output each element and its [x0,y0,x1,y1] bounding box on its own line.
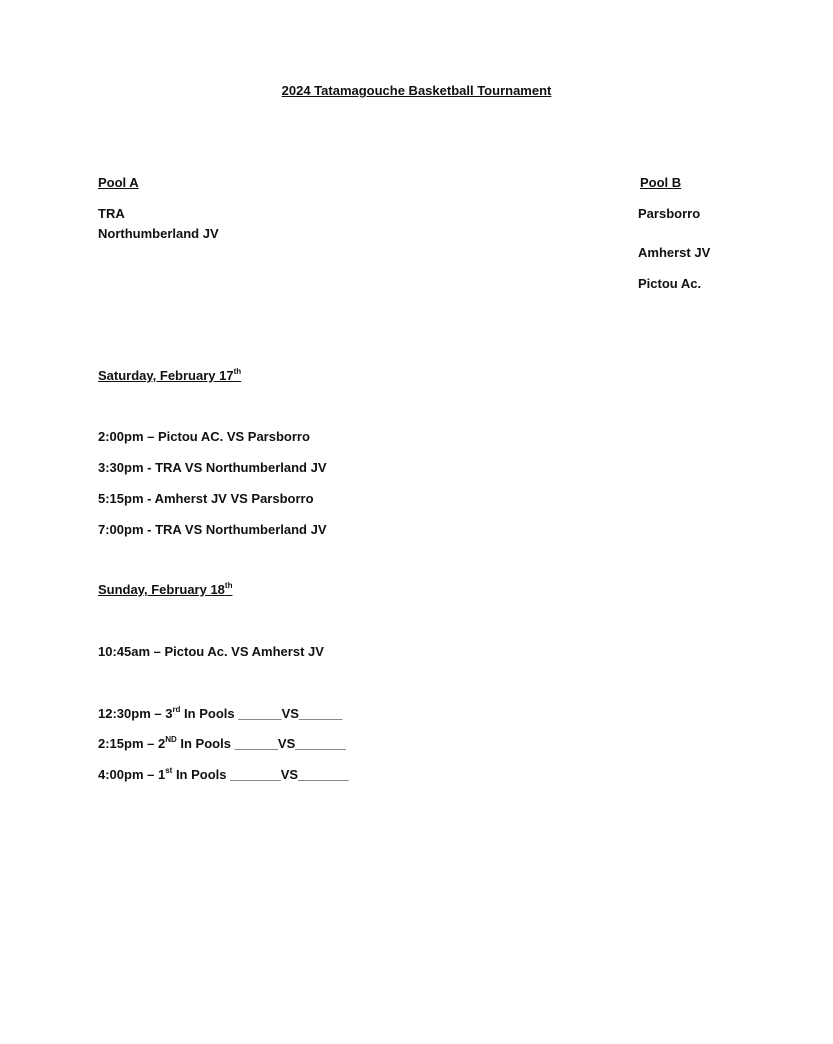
saturday-game: 3:30pm - TRA VS Northumberland JV [98,460,327,475]
pool-b-team: Amherst JV [638,245,711,260]
playoff-suffix: In Pools ______VS_______ [176,736,346,751]
playoff-prefix: 2:15pm – 2 [98,736,166,751]
pool-a-team: Northumberland JV [98,226,219,241]
saturday-heading-text: Saturday, February 17 [98,368,234,383]
playoff-suffix: In Pools ______VS______ [180,706,343,721]
saturday-game: 7:00pm - TRA VS Northumberland JV [98,522,327,537]
saturday-game: 5:15pm - Amherst JV VS Parsborro [98,491,314,506]
playoff-game-1st [98,767,349,783]
saturday-heading-ordinal: th [233,366,242,376]
playoff-game-2nd [98,736,346,752]
playoff-ordinal: ND [165,734,177,744]
playoff-prefix: 4:00pm – 1 [98,767,166,782]
page-title: 2024 Tatamagouche Basketball Tournament [281,83,552,98]
sunday-heading-text: Sunday, February 18 [98,582,225,597]
pool-b-team: Parsborro [638,206,701,221]
playoff-ordinal: st [165,765,173,775]
playoff-suffix: In Pools _______VS_______ [172,767,349,782]
sunday-heading-ordinal: th [224,580,233,590]
sunday-heading [98,582,232,598]
pool-b-team: Pictou Ac. [638,276,702,291]
playoff-game-3rd [98,706,342,722]
playoff-ordinal: rd [172,704,181,714]
saturday-heading [98,368,241,384]
saturday-game: 2:00pm – Pictou AC. VS Parsborro [98,429,310,444]
playoff-prefix: 12:30pm – 3 [98,706,173,721]
pool-a-heading: Pool A [98,175,139,190]
pool-b-heading: Pool B [640,175,682,190]
pool-a-team: TRA [98,206,125,221]
sunday-game: 10:45am – Pictou Ac. VS Amherst JV [98,644,324,659]
